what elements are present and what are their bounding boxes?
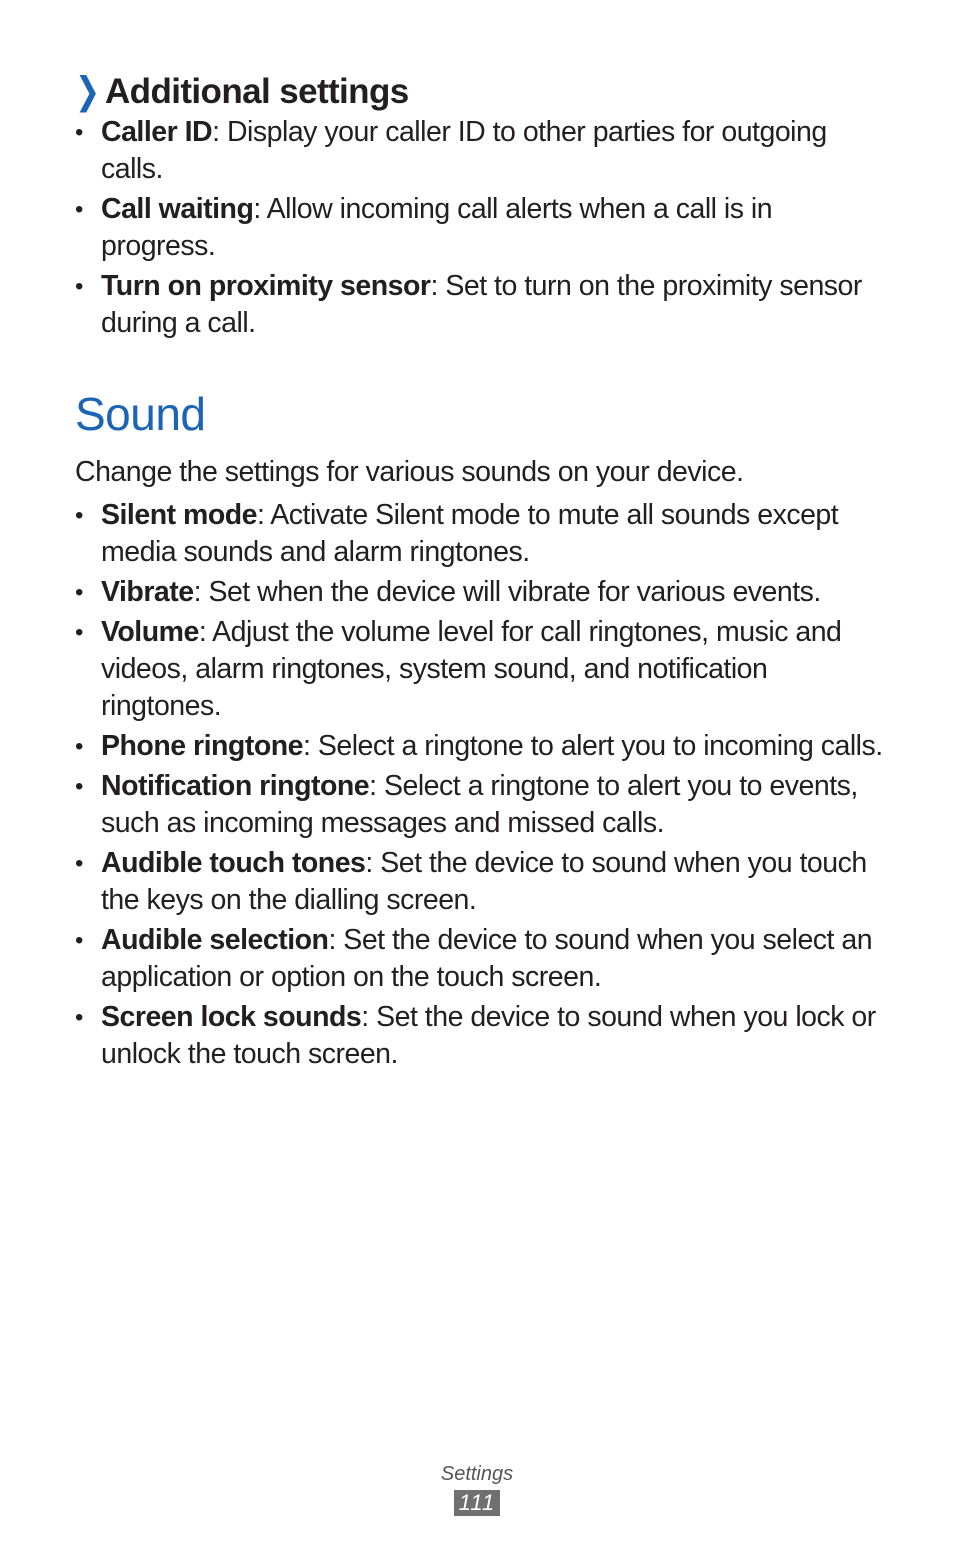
item-term: Audible touch tones <box>101 847 366 879</box>
section-intro: Change the settings for various sounds on your device. <box>75 456 744 488</box>
bullet-dot-icon: • <box>75 119 83 146</box>
page-number-badge: 111 <box>454 1490 500 1516</box>
item-term: Silent mode <box>101 499 258 531</box>
list-item <box>75 191 885 265</box>
item-description: : Display your caller ID to other parties for outgoing calls. <box>101 116 827 185</box>
bullet-dot-icon: • <box>75 273 83 300</box>
item-description: : Set the device to sound when you select an application or option on the touch screen. <box>101 924 873 993</box>
item-term: Call waiting <box>101 193 254 225</box>
item-term: Vibrate <box>101 576 194 608</box>
item-description: : Set to turn on the proximity sensor during a call. <box>101 270 862 339</box>
bullet-dot-icon: • <box>75 1004 83 1031</box>
list-item <box>75 114 885 188</box>
item-term: Notification ringtone <box>101 770 370 802</box>
item-term: Audible selection <box>101 924 329 956</box>
list-item <box>75 768 885 842</box>
additional-settings-list <box>75 114 885 342</box>
list-item <box>75 999 885 1073</box>
chevron-right-icon: ❯ <box>75 70 100 112</box>
list-item <box>75 268 885 342</box>
bullet-dot-icon: • <box>75 196 83 223</box>
list-item <box>75 497 885 571</box>
footer-section-label: Settings <box>440 1463 514 1485</box>
bullet-dot-icon: • <box>75 619 83 646</box>
item-description: : Allow incoming call alerts when a call is in progress. <box>101 193 773 262</box>
page-content <box>75 70 885 1076</box>
item-description: : Adjust the volume level for call ringtones, music and videos, alarm ringtones, system sound, and notification ringtones. <box>101 616 842 722</box>
subsection-heading-text: Additional settings <box>105 72 409 111</box>
item-description: : Select a ringtone to alert you to events, such as incoming messages and missed calls. <box>101 770 858 839</box>
bullet-dot-icon: • <box>75 927 83 954</box>
bullet-dot-icon: • <box>75 850 83 877</box>
item-description: : Select a ringtone to alert you to incoming calls. <box>303 730 883 762</box>
section-title-sound: Sound <box>75 388 206 440</box>
bullet-dot-icon: • <box>75 579 83 606</box>
item-term: Phone ringtone <box>101 730 303 762</box>
bullet-dot-icon: • <box>75 733 83 760</box>
sound-settings-list <box>75 497 885 1073</box>
bullet-dot-icon: • <box>75 773 83 800</box>
item-description: : Activate Silent mode to mute all sounds except media sounds and alarm ringtones. <box>101 499 839 568</box>
list-item <box>75 922 885 996</box>
list-item <box>75 574 885 611</box>
list-item <box>75 728 885 765</box>
subsection-heading-additional-settings <box>75 70 885 114</box>
item-description: : Set when the device will vibrate for various events. <box>193 576 821 608</box>
item-term: Turn on proximity sensor <box>101 270 431 302</box>
list-item <box>75 845 885 919</box>
item-description: : Set the device to sound when you lock or unlock the touch screen. <box>101 1001 876 1070</box>
item-description: : Set the device to sound when you touch the keys on the dialling screen. <box>101 847 867 916</box>
list-item <box>75 614 885 725</box>
item-term: Screen lock sounds <box>101 1001 362 1033</box>
bullet-dot-icon: • <box>75 502 83 529</box>
item-term: Caller ID <box>101 116 213 148</box>
page-footer <box>0 1460 954 1516</box>
item-term: Volume <box>101 616 199 648</box>
